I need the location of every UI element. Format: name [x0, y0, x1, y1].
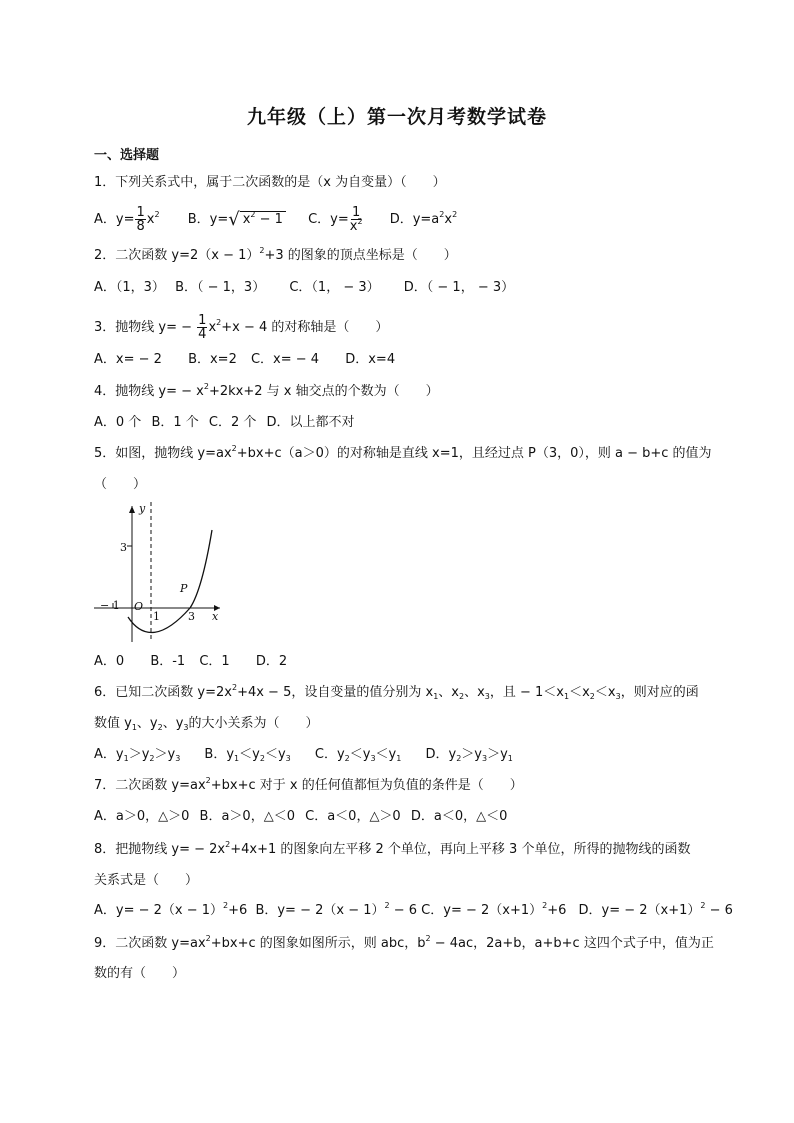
question-2-options	[94, 279, 514, 297]
radical-sign: √	[228, 209, 240, 230]
question-5-stem: 5．如图，抛物线 $y=ax^2+bx+c(a>0)$的对称轴是直线 x=1，且经过点 P（3，0），则 a − b+c 的值为	[94, 444, 712, 461]
question-6-options	[94, 746, 513, 764]
question-3-stem: 3．抛物线 y= − $\frac{1}{4}$ $x^2+x - 4$ 的对称轴是（ ）	[94, 313, 389, 342]
option-b: B．1 个	[151, 415, 199, 430]
y-axis-label: y	[139, 502, 146, 515]
option-c: C．（1， − 3）	[289, 280, 380, 295]
question-1-stem: 1．下列关系式中，属于二次函数的是（x 为自变量）（ ）	[94, 175, 446, 190]
question-7-options	[94, 808, 507, 826]
option-d: D．a＜0，△＜0	[410, 809, 508, 824]
option-c: C．$y= - 2(x+1)^2+6$	[421, 901, 567, 918]
question-9-stem-line2: 数的有（ ）	[94, 966, 186, 981]
option-c: C．y= $\frac{1}{x^2}$	[308, 205, 363, 234]
parabola-curve	[128, 530, 212, 633]
question-4-stem: 4．抛物线 $y= - x^2+2kx+2$ 与 x 轴交点的个数为（ ）	[94, 382, 439, 399]
option-a: A．0 个	[94, 415, 142, 430]
option-a: A．（1，3）	[94, 280, 165, 295]
option-a: A．$y= - 2(x - 1)^2+6$	[94, 901, 248, 918]
option-b: B．$y_1<y_2<y_3$	[204, 747, 291, 763]
fraction: $\frac{1}{8}$	[136, 205, 145, 234]
fraction: $\frac{1}{x^2}$	[349, 205, 363, 234]
page-title: 九年级（上）第一次月考数学试卷	[246, 106, 547, 128]
question-1-options	[94, 206, 457, 233]
parabola-graph	[94, 496, 228, 644]
option-d: D．$y_2>y_3>y_1$	[425, 747, 513, 763]
question-8-options	[94, 902, 733, 920]
option-d: D．x=4	[345, 352, 396, 367]
option-b: B．$y= - 2(x - 1)^2 - 6$	[255, 901, 418, 918]
question-9-stem-line1: 9．二次函数 $y=ax^2+bx+c$ 的图象如图所示，则 abc，$b^2 - 4ac$，2a+b，a+b+c 这四个式子中，值为正	[94, 934, 714, 951]
option-a: A．a＞0，△＞0	[94, 809, 190, 824]
option-b: B．‑1	[150, 654, 186, 669]
radicand: $x^2 - 1$	[240, 211, 286, 228]
option-a: A．0	[94, 654, 125, 669]
question-8-stem-line1: 8．把抛物线 $y= - 2x^2+4x+1$ 的图象向左平移 2 个单位，再向上平移 3 个单位，所得的抛物线的函数	[94, 840, 691, 857]
option-c: C．1	[199, 654, 230, 669]
question-4-options	[94, 414, 355, 432]
section-heading: 一、选择题	[94, 148, 160, 163]
origin-label: O	[134, 600, 144, 613]
parabola-figure	[94, 496, 228, 648]
option-d: D．$y= - 2(x+1)^2 - 6$	[578, 901, 733, 918]
x-tick-label-neg1: − 1	[100, 599, 120, 612]
y-axis-arrow	[129, 506, 135, 513]
option-b: B．（ − 1，3）	[175, 280, 266, 295]
x-tick-label-3: 3	[188, 610, 195, 623]
option-a: A．y= $\frac{1}{8}$ $x^2$	[94, 205, 160, 234]
x-tick-label-1: 1	[153, 610, 160, 623]
question-5-options	[94, 653, 287, 671]
question-8-stem-line2: 关系式是（ ）	[94, 873, 199, 888]
option-d: D．2	[255, 654, 288, 669]
option-c: C．x= − 4	[250, 352, 320, 367]
question-3-options	[94, 351, 395, 369]
option-b: B．a＞0，△＜0	[199, 809, 295, 824]
option-a: A．$y_1>y_2>y_3$	[94, 747, 181, 763]
x-axis-label: x	[212, 610, 219, 623]
fraction: $\frac{1}{4}$	[198, 313, 207, 342]
option-d: D．$y=a^2x^2$	[389, 210, 458, 227]
option-c: C．2 个	[208, 415, 257, 430]
option-a: A．x= − 2	[94, 352, 162, 367]
question-5-paren: （ ）	[94, 477, 147, 492]
option-d: D．以上都不对	[266, 415, 355, 430]
question-6-stem-line1: 6．已知二次函数 $y=2x^2+4x - 5$，设自变量的值分别为 $x_1$、$x_2$、$x_3$，且 − $1<x_1<x_2<x_3$，则对应的函	[94, 683, 699, 701]
option-b: B．x=2	[188, 352, 237, 367]
point-p-label: P	[180, 582, 188, 595]
question-6-stem-line2: 数值 $y_1$、$y_2$、$y_3$的大小关系为（ ）	[94, 716, 319, 732]
question-7-stem: 7．二次函数 $y=ax^2+bx+c$ 对于 x 的任何值都恒为负值的条件是（ ）	[94, 776, 523, 793]
option-b: B．y=√ $x^2 - 1$	[188, 211, 286, 229]
question-2-stem: 2．二次函数 $y=2(x - 1)^2+3$ 的图象的顶点坐标是（ ）	[94, 246, 457, 263]
y-tick-label: 3	[120, 541, 127, 554]
option-c: C．$y_2<y_3<y_1$	[314, 747, 402, 763]
option-d: D．（ − 1， − 3）	[403, 280, 515, 295]
option-c: C．a＜0，△＞0	[305, 809, 401, 824]
